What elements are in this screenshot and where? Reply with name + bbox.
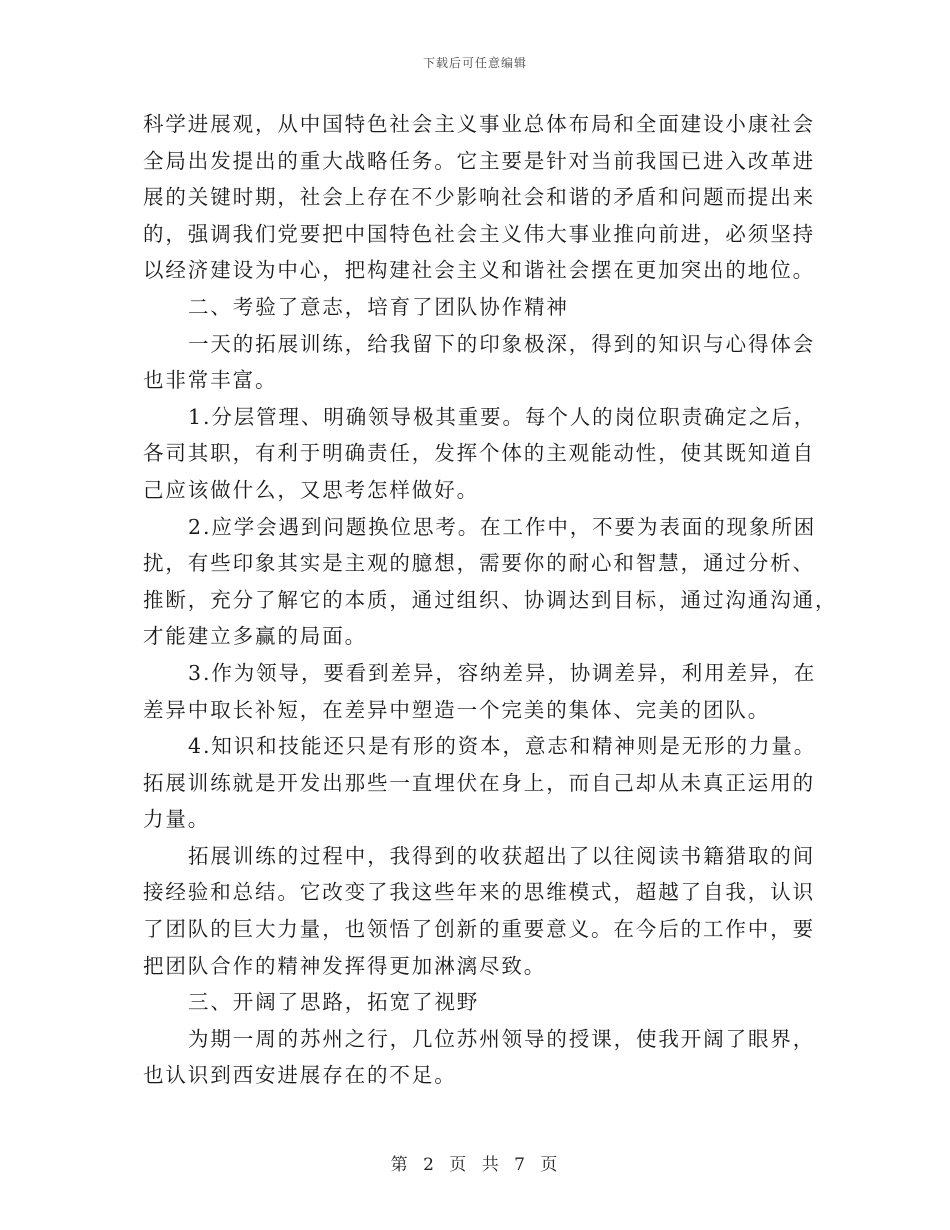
- text-line: 也非常丰富。: [143, 368, 278, 393]
- text-line: 拓展训练就是开发出那些一直埋伏在身上，而自己却从未真正运用的: [143, 770, 815, 795]
- text-line: 为期一周的苏州之行，几位苏州领导的授课，使我开阔了眼界，: [188, 1026, 816, 1051]
- text-line: 2.应学会遇到问题换位思考。在工作中，不要为表面的现象所困: [188, 514, 817, 539]
- text-line: 二、考验了意志，培育了团队协作精神: [188, 294, 569, 319]
- text-line: 3.作为领导，要看到差异，容纳差异，协调差异，利用差异，在: [188, 660, 817, 685]
- document-body: [143, 106, 838, 1094]
- text-line: 接经验和总结。它改变了我这些年来的思维模式，超越了自我，认识: [143, 880, 815, 905]
- page-header: 下载后可任意编辑: [422, 56, 527, 70]
- text-line: 的，强调我们党要把中国特色社会主义伟大事业推向前进，必须坚持: [143, 221, 815, 246]
- text-line: 一天的拓展训练，给我留下的印象极深，得到的知识与心得体会: [188, 331, 816, 356]
- text-line: 各司其职，有利于明确责任，发挥个体的主观能动性，使其既知道自: [143, 441, 815, 466]
- text-line: 展的关键时期，社会上存在不少影响社会和谐的矛盾和问题而提出来: [143, 185, 815, 210]
- text-line: 全局出发提出的重大战略任务。它主要是针对当前我国已进入改革进: [143, 148, 815, 173]
- text-line: 也认识到西安进展存在的不足。: [143, 1063, 457, 1088]
- text-line: 推断，充分了解它的本质，通过组织、协调达到目标，通过沟通沟通，: [143, 587, 838, 612]
- text-line: 科学进展观，从中国特色社会主义事业总体布局和全面建设小康社会: [143, 112, 815, 136]
- text-line: 才能建立多赢的局面。: [143, 624, 367, 649]
- text-line: 拓展训练的过程中，我得到的收获超出了以往阅读书籍猎取的间: [188, 843, 816, 868]
- text-line: 了团队的巨大力量，也领悟了创新的重要意义。在今后的工作中，要: [143, 917, 815, 942]
- text-line: 力量。: [143, 807, 211, 832]
- page-number-footer: 第 2 页 共 7 页: [390, 1155, 560, 1175]
- text-line: 扰，有些印象其实是主观的臆想，需要你的耐心和智慧，通过分析、: [143, 551, 815, 576]
- text-line: 以经济建设为中心，把构建社会主义和谐社会摆在更加突出的地位。: [143, 258, 815, 283]
- text-line: 己应该做什么，又思考怎样做好。: [143, 477, 479, 502]
- text-line: 4.知识和技能还只是有形的资本，意志和精神则是无形的力量。: [188, 734, 817, 759]
- text-line: 差异中取长补短，在差异中塑造一个完美的集体、完美的团队。: [143, 697, 771, 722]
- text-line: 把团队合作的精神发挥得更加淋漓尽致。: [143, 953, 547, 978]
- text-line: 1.分层管理、明确领导极其重要。每个人的岗位职责确定之后，: [188, 404, 817, 429]
- text-line: 三、开阔了思路，拓宽了视野: [188, 990, 480, 1015]
